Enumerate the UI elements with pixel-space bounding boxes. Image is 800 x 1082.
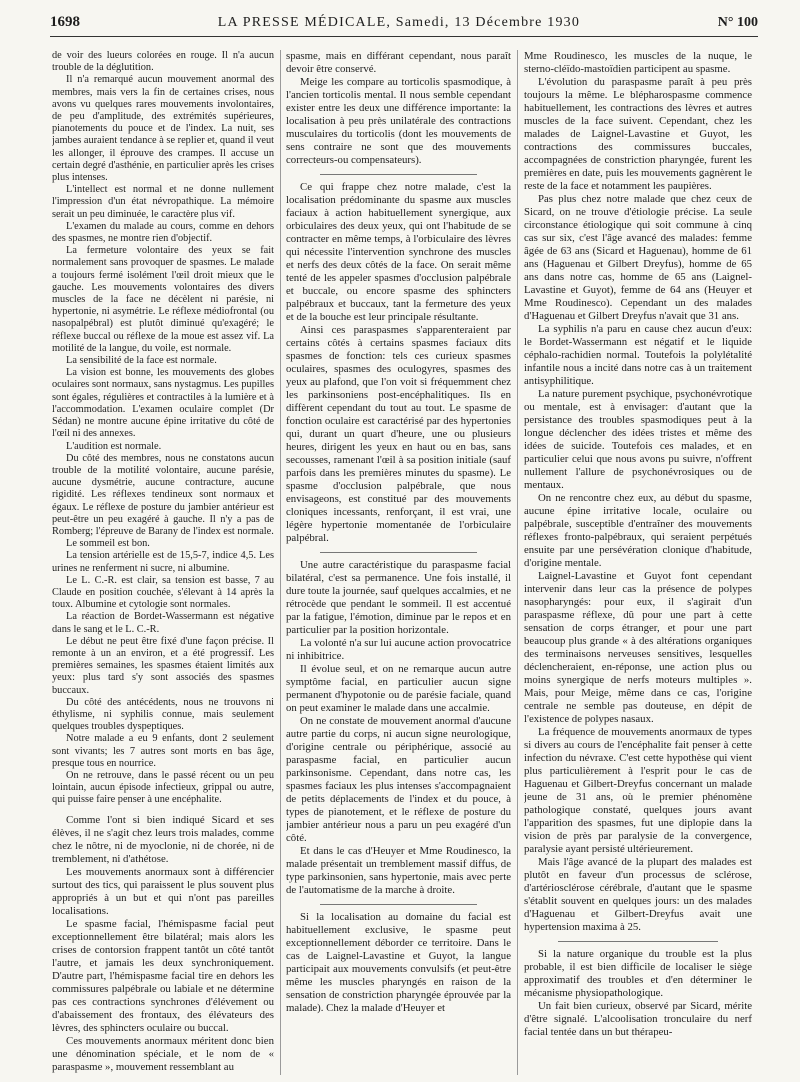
paragraph: Et dans le cas d'Heuyer et Mme Roudinesco, la malade présentait un tremblement massif diffus, de type parkinsonien, sans hypertonie, mais avec perte de l'automatisme de la marche à droite. (286, 845, 511, 896)
paragraph: Du côté des antécédents, nous ne trouvons ni éthylisme, ni syphilis connue, mais seulement quelques troubles dyspeptiques. (52, 696, 274, 733)
paragraph: La tension artérielle est de 15,5-7, indice 4,5. Les urines ne renferment ni sucre, ni albumine. (52, 550, 274, 574)
paragraph: Le L. C.-R. est clair, sa tension est basse, 7 au Claude en position couchée, s'élevant à 14 après la toux. Albumine et cytologie sont normales. (52, 574, 274, 611)
paragraph: L'évolution du paraspasme paraît à peu près toujours la même. Le blépharospasme commence habituellement, les contractions des lèvres et autres muscles de la face suivent. Cependant, chez les malades de Laignel-Lavastine et Guyot, les contractions des commissures buccales, accompagnées de constriction pharyngée, furent les premières en date, puis les mouvements gagnèrent le reste de la face et notamment les paupières. (524, 76, 752, 192)
paragraph: Les mouvements anormaux sont à différencier surtout des tics, qui paraissent le plus souvent plus appropriés à un but et qui n'ont pas pareilles localisations. (52, 865, 274, 917)
running-title: LA PRESSE MÉDICALE, Samedi, 13 Décembre 1930 (217, 15, 581, 30)
paragraph: La réaction de Bordet-Wassermann est négative dans le sang et le L. C.-R. (52, 611, 274, 635)
paragraph: On ne rencontre chez eux, au début du spasme, aucune épine irritative locale, oculaire ou palpébrale, susceptible d'entraîner des mouvements réflexes fronto-palpébraux, qui seraient perpétués ensuite par une persévération clonique d'habitude, d'origine mentale. (524, 492, 752, 569)
column-divider (280, 50, 281, 1075)
paragraph: La volonté n'a sur lui aucune action provocatrice ni inhibitrice. (286, 637, 511, 662)
paragraph: Il évolue seul, et on ne remarque aucun autre symptôme facial, en particulier aucun signe permanent d'hypotonie ou de parésie faciale, quand on peut examiner le malade dans une accalmie. (286, 663, 511, 714)
text-column-1 (52, 50, 274, 1075)
paragraph: de voir des lueurs colorées en rouge. Il n'a aucun trouble de la déglutition. (52, 50, 274, 74)
paragraph: La syphilis n'a paru en cause chez aucun d'eux: le Bordet-Wassermann est négatif et le liquide céphalo-rachidien normal. Toutefois la polylétalité infantile nous a incité dans notre cas à un traitement antisyphilitique. (524, 323, 752, 387)
paragraph: Le sommeil est bon. (66, 538, 150, 550)
paragraph: Le début ne peut être fixé d'une façon précise. Il remonte à un an environ, et a été progressif. Les premières semaines, les spasmes étaient limités aux yeux: plus tard s'y sont associés des spasmes buccaux. (52, 635, 274, 696)
paragraph: spasme, mais en différant cependant, nous paraît devoir être conservé. (286, 50, 511, 75)
section-separator (320, 904, 478, 905)
column-divider (517, 50, 518, 1075)
paragraph: Ces mouvements anormaux méritent donc bien une dénomination spéciale, et le nom de « paraspasme », mouvement ressemblant au (52, 1034, 274, 1073)
paragraph: Si la localisation au domaine du facial est habituellement exclusive, le spasme peut exceptionnellement déborder ce territoire. Dans le cas de Laignel-Lavastine et Guyot, la langue participait aux mouvements convulsifs (et peut-être même les muscles pharyngés en raison de la sensation de constriction pharyngée éprouvée par la malade). Chez la malade d'Heuyer et (286, 911, 511, 1014)
paragraph: Une autre caractéristique du paraspasme facial bilatéral, c'est sa permanence. Une fois installé, il dure toute la journée, sauf quelques accalmies, et ne rétrocède que pendant le sommeil. Il est accentué par la fatigue, l'émotion, diminue par le repos et en particulier par la position horizontale. (286, 559, 511, 636)
paragraph: Comme l'ont si bien indiqué Sicard et ses élèves, il ne s'agit chez leurs trois malades, comme chez le nôtre, ni de myoclonie, ni de chorée, ni de tremblement, ni d'athétose. (52, 813, 274, 865)
text-column-3 (524, 50, 752, 1075)
paragraph: Meige les compare au torticolis spasmodique, à l'ancien torticolis mental. Il nous semble cependant exister entre les deux une différence importante: la localisation à peu près unilatérale des contractions musculaires du torticolis (dont les mouvements de sens contraire ne sont que des mouvements correcteurs-ou compensateurs). (286, 76, 511, 166)
paragraph: On ne constate de mouvement anormal d'aucune autre partie du corps, ni aucun signe neurologique, d'origine centrale ou périphérique, associé au paraspasme facial, en particulier aucun parkinsonisme. Cependant, dans notre cas, les spasmes faciaux les plus intenses s'accompagnaient de petits déplacements de l'index et du pouce, à types de pianotement, et le réflexe de posture du jambier antérieur nous a paru un peu exagéré d'un côté. (286, 715, 511, 844)
paragraph: Ce qui frappe chez notre malade, c'est la localisation prédominante du spasme aux muscles faciaux à action habituellement synergique, aux orbiculaires des deux yeux, qui ont l'habitude de se contracter en même temps, à l'orbiculaire des lèvres qui nécessite l'intervention synchrone des muscles et nerfs des deux côtés de la face. On serait même tenté de les appeler spasmes d'occlusion palpébrale et buccale, ou encore spasme des sphincters palpébraux et buccaux, tant la fermeture des yeux et de la bouche est leur principale résultante. (286, 181, 511, 323)
paragraph: La fréquence de mouvements anormaux de types si divers au cours de l'encéphalite fait penser à cette infection du névraxe. C'est cette hypothèse qui vient plus particulièrement à l'esprit pour le cas de Haguenau et Gilbert-Dreyfus concernant un malade jeune de 31 ans, où le premier phénomène pathologique constaté, quelques jours avant l'apparition des spasmes, fut une diplopie dans la vision de près par paralysie de la convergence, paralysie ayant persisté ultérieurement. (524, 726, 752, 855)
paragraph: L'intellect est normal et ne donne nullement l'impression d'un état névropathique. La mémoire serait un peu diminuée, le caractère plus vif. (52, 184, 274, 220)
paragraph: Laignel-Lavastine et Guyot font cependant intervenir dans leur cas la présence de polypes nasopharyngés: pour eux, il s'agirait d'un paraspasme réflexe, dû pour une part à cette sensation de corps étranger, et pour une part beaucoup plus grande « à des altérations organiques des terminaisons nerveuses sensitives, lesquelles déclencheraient, en-réponse, une action plus ou moins synergique de nerfs moteurs multiples ». Mais, pour Meige, même dans ce cas, l'origine centrale ne semble pas douteuse, en dépit de l'existence de polypes nasaux. (524, 570, 752, 725)
issue-number: N° 100 (717, 15, 758, 30)
paragraph: La sensibilité de la face est normale. (66, 355, 217, 367)
page-header (50, 14, 758, 37)
text-column-2 (286, 50, 511, 1075)
paragraph: L'examen du malade au cours, comme en dehors des spasmes, ne montre rien d'objectif. (52, 220, 274, 245)
paragraph: Notre malade a eu 9 enfants, dont 2 seulement sont vivants; les 7 autres sont morts en bas âge, presque tous en nourrice. (52, 733, 274, 769)
paragraph: Le spasme facial, l'hémispasme facial peut exceptionnellement être bilatéral; mais alors les crises de contorsion frappent tantôt un côté tantôt l'autre, et jamais les deux synchroniquement. D'autre part, l'hémispasme facial tire en dehors les commissures palpébrale ou labiale et ne détermine pas ces contractions synchrones d'élévement ou d'abaissement des frontaux, des élévateurs des lèvres, des sphincters oculaire ou buccal. (52, 917, 274, 1034)
paragraph: On ne retrouve, dans le passé récent ou un peu lointain, aucun épisode infectieux, grippal ou autre, qui puisse faire penser à une encéphalite. (52, 769, 274, 806)
paragraph: Mais l'âge avancé de la plupart des malades est plutôt en faveur d'un processus de sclérose, d'artériosclérose cérébrale, d'autant que le spasme s'établit souvent en quelques jours: un des malades d'Haguenau et Gilbert-Dreyfus avait une hypertension maxima à 25. (524, 856, 752, 933)
paragraph: Il n'a remarqué aucun mouvement anormal des membres, mais vers la fin de certaines crises, nous avons vu quelques rares mouvements involontaires, de peu d'amplitude, des extrémités supérieures, pianotements du pouce et de l'index. La nuit, ses jambes auraient tendance à se replier et, quand il veut les allonger, il éprouve des crampes. Il accuse un certain degré d'asthénie, en particulier après les crises plus intenses. (52, 74, 274, 184)
paragraph: Si la nature organique du trouble est la plus probable, il est bien difficile de localiser le siège approximatif des troubles et d'en déterminer le mécanisme physiopathologique. (524, 948, 752, 999)
section-separator (558, 941, 718, 942)
paragraph: Pas plus chez notre malade que chez ceux de Sicard, on ne trouve d'étiologie précise. La seule circonstance étiologique qui soit commune à cinq cas sur six, c'est l'âge avancé des malades: femme âgée de 63 ans (Sicard et Haguenau), homme de 61 ans (Haguenau et Gilbert Dreyfus), homme de 65 ans dans notre cas, homme de 65 ans (Laignel-Lavastine et Guyot), femme de 64 ans (Heuyer et Mme Roudinesco). Cependant un des malades d'Haguenau et Gilbert Dreyfus n'avait que 31 ans. (524, 193, 752, 322)
paragraph: La vision est bonne, les mouvements des globes oculaires sont normaux, sans nystagmus. Les pupilles sont égales, régulières et contractiles à la lumière et à l'accommodation. L'examen oculaire complet (Dr Sédan) ne montre aucune épine irritative du côté de l'œil ni des annexes. (52, 367, 274, 440)
paragraph: Mme Roudinesco, les muscles de la nuque, le sterno-cléïdo-mastoïdien participent au spasme. (524, 50, 752, 75)
paragraph: Un fait bien curieux, observé par Sicard, mérite d'être signalé. L'alcoolisation tronculaire du nerf facial tentée dans un but thérapeu- (524, 1000, 752, 1038)
paragraph: Du côté des membres, nous ne constatons aucun trouble de la motilité volontaire, aucune parésie, aucune dysmétrie, aucune contracture, aucune rigidité. Les réflexes tendineux sont normaux et égaux. Le réflexe de posture du jambier antérieur est peut-être un peu exagéré à gauche. Il n'y a pas de Romberg; l'épreuve de Barany de l'index est normale. (52, 452, 274, 537)
section-separator (320, 174, 478, 175)
paragraph: L'audition est normale. (66, 440, 162, 452)
paragraph: Ainsi ces paraspasmes s'apparenteraient par certains côtés à certains spasmes faciaux dits spasmes de fonction: tels ces curieux spasmes oculaires, spasmes des oculogyres, spasmes des yeux au plafond, que l'on voit si fréquemment chez les parkinsoniens post-encéphalitiques. Ils en diffèrent cependant du tout au tout. Le spasme de fonction oculaire est caractérisé par des hypertonies qui, durant un quart d'heure, une ou plusieurs heures, dirigent les yeux en haut ou en bas, sans secousses, ramenant l'œil à sa position initiale (sauf parfois dans les premières minutes du spasme). Le spasme d'occlusion palpébrale, que nous envisageons, est constitué par des mouvements cloniques incessants, renforçant, il est vrai, une légère hypertonie momentanée de l'orbiculaire palpébral. (286, 324, 511, 544)
paragraph: La fermeture volontaire des yeux se fait normalement sans provoquer de spasmes. Le malade a toujours fermé isolément l'œil droit mieux que le gauche. Les mouvements volontaires des divers muscles de la face ne décèlent ni parésie, ni hypertonie, ni asymétrie. Le réflexe médiofrontal (ou nasopalpébral) est plutôt diminué qu'exagéré; le réflexe buccal ou réflexe de la moue est assez vif. La motilité de la langue, du voile, est normale. (52, 245, 274, 354)
paragraph: La nature purement psychique, psychonévrotique ou mentale, est à envisager: d'autant que la persistance des troubles spasmodiques peut à la longue déclencher des idées tristes et même des idées de suicide. Toutefois ces malades, et en particulier celui que nous avons pu suivre, n'offrent nullement l'allure de psychonévrosiques ou de mentaux. (524, 388, 752, 491)
section-separator (320, 552, 478, 553)
page-number: 1698 (50, 14, 80, 30)
